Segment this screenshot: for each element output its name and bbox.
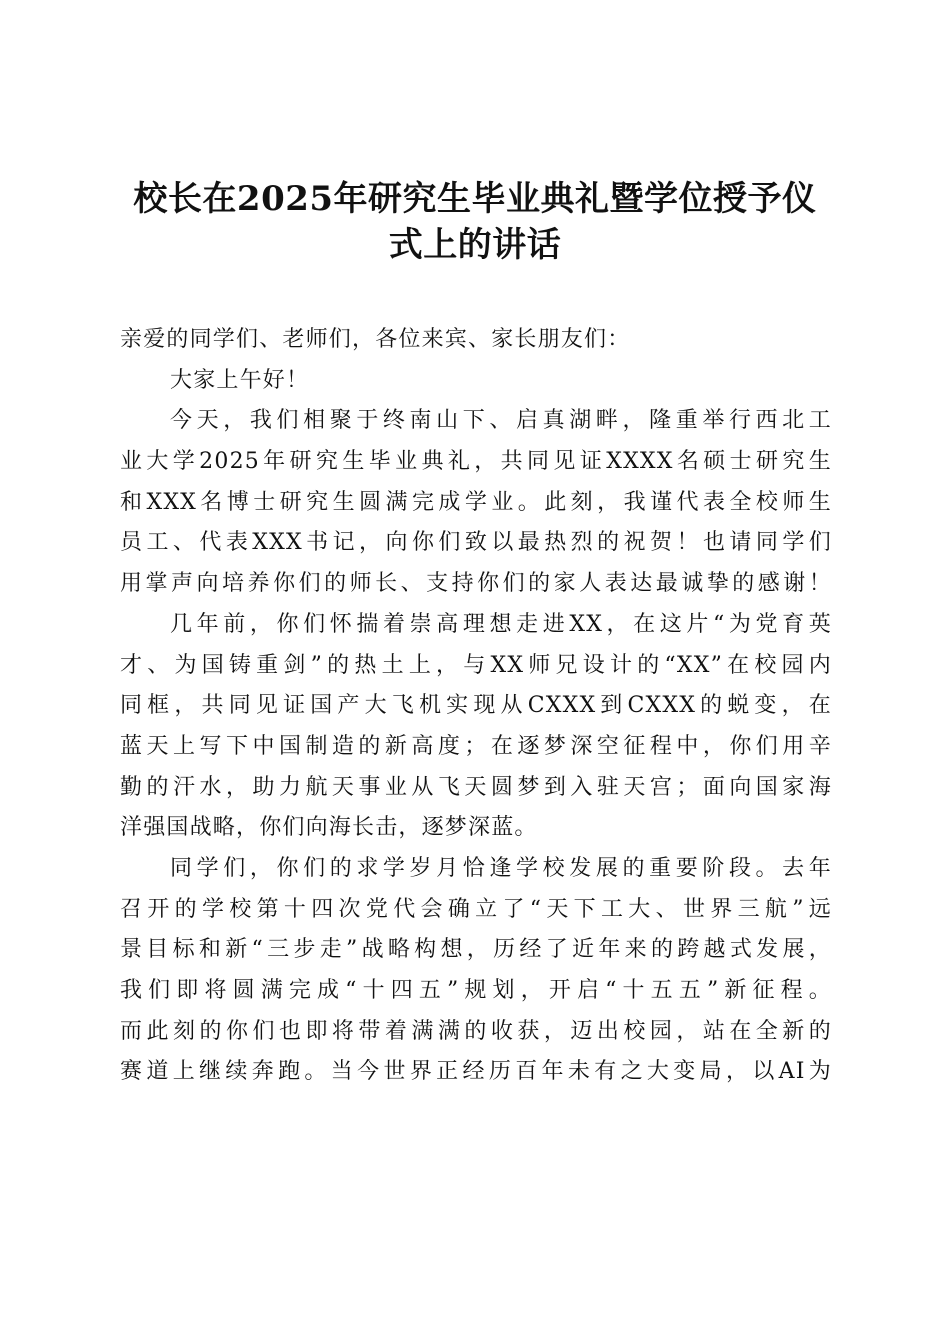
text-line: 蓝天上写下中国制造的新高度；在逐梦深空征程中，你们用辛 [120, 733, 832, 759]
text-line: 赛道上继续奔跑。当今世界正经历百年未有之大变局，以AI为 [120, 1059, 832, 1085]
document-title [100, 176, 850, 268]
text-line: 用掌声向培养你们的师长、支持你们的家人表达最诚挚的感谢！ [120, 571, 832, 597]
text-line: 同框，共同见证国产大飞机实现从CXXX到CXXX的蜕变，在 [120, 693, 832, 719]
text-line: 亲爱的同学们、老师们，各位来宾、家长朋友们： [120, 327, 631, 352]
text-line: 才、为国铸重剑”的热土上，与XX师兄设计的“XX”在校园内 [120, 652, 832, 678]
text-line: 召开的学校第十四次党代会确立了“天下工大、世界三航”远 [120, 896, 832, 922]
title-line-2: 式上的讲话 [388, 225, 562, 265]
speech-body [120, 320, 832, 1093]
text-line: 大家上午好！ [170, 367, 310, 393]
text-line: 今天，我们相聚于终南山下、启真湖畔，隆重举行西北工 [170, 408, 832, 434]
text-line: 而此刻的你们也即将带着满满的收获，迈出校园，站在全新的 [120, 1018, 832, 1044]
title-line-1: 校长在2025年研究生毕业典礼暨学位授予仪 [133, 179, 817, 219]
text-line: 员工、代表XXX书记，向你们致以最热烈的祝贺！也请同学们 [120, 530, 832, 556]
text-line: 和XXX名博士研究生圆满完成学业。此刻，我谨代表全校师生 [120, 489, 832, 515]
text-line: 同学们，你们的求学岁月恰逢学校发展的重要阶段。去年 [170, 855, 832, 881]
text-line: 勤的汗水，助力航天事业从飞天圆梦到入驻天宫；面向国家海 [120, 774, 832, 800]
text-line: 几年前，你们怀揣着崇高理想走进XX，在这片“为党育英 [170, 611, 832, 637]
text-line: 业大学2025年研究生毕业典礼，共同见证XXXX名硕士研究生 [120, 449, 832, 475]
text-line: 洋强国战略，你们向海长击，逐梦深蓝。 [120, 815, 538, 841]
text-line: 我们即将圆满完成“十四五”规划，开启“十五五”新征程。 [120, 978, 832, 1003]
text-line: 景目标和新“三步走”战略构想，历经了近年来的跨越式发展， [120, 937, 832, 963]
